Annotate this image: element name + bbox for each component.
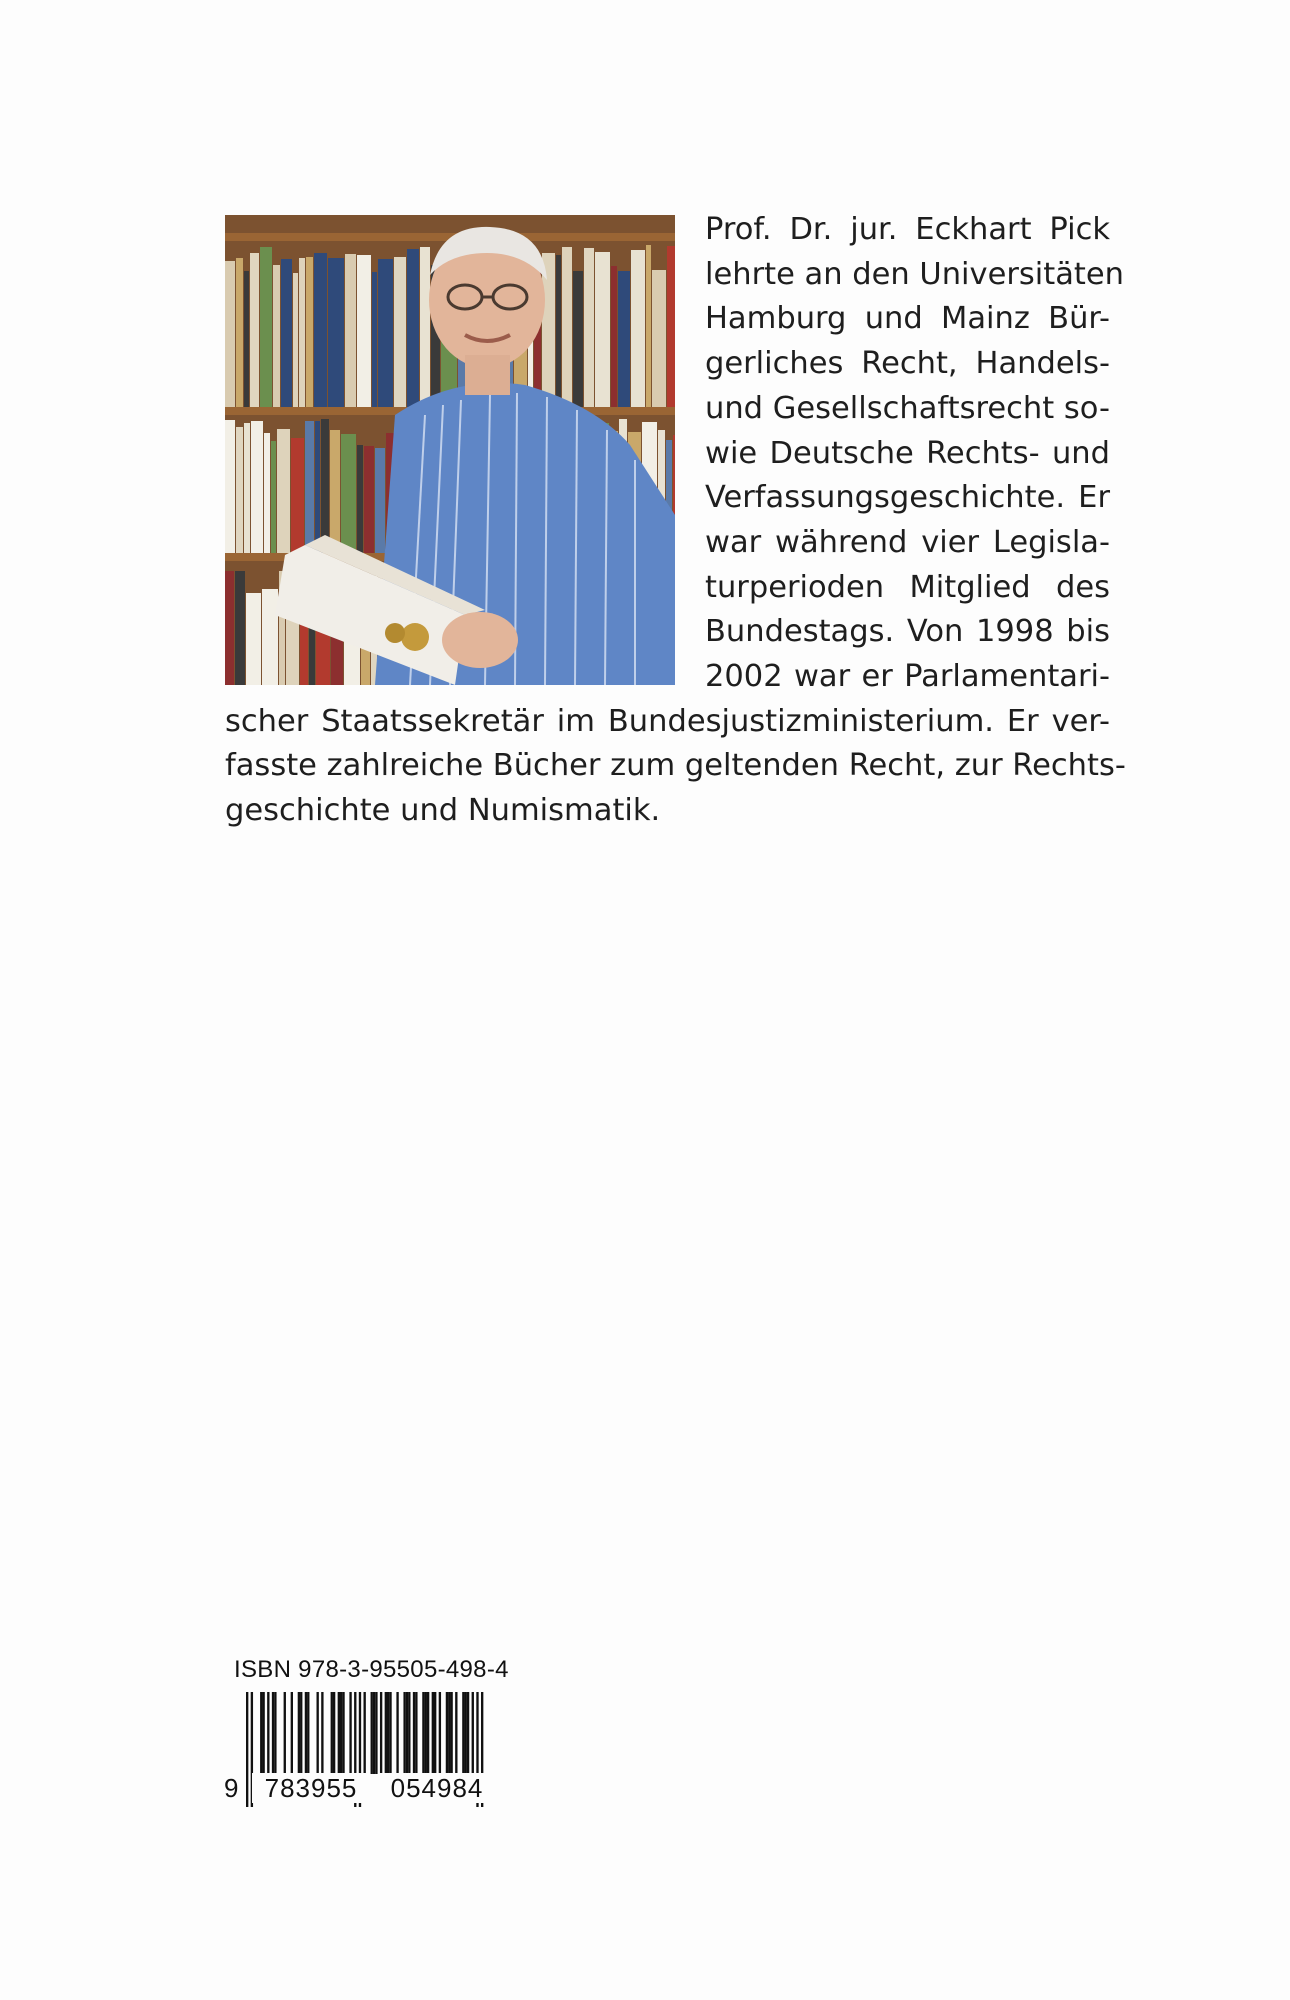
barcode-digits-right: 054984 xyxy=(378,1773,496,1803)
bio-line: fasste zahlreiche Bücher zum geltenden Recht, zur Rechts- xyxy=(225,748,1126,784)
author-biography xyxy=(225,208,1126,834)
barcode-digits-left: 783955 xyxy=(252,1773,370,1803)
barcode-bar xyxy=(472,1692,474,1774)
barcode-bar xyxy=(422,1692,424,1774)
barcode-bar xyxy=(389,1692,391,1774)
barcode-bar xyxy=(272,1692,274,1774)
bio-line: 2002 war er Parlamentari- xyxy=(705,659,1110,695)
barcode-bar xyxy=(415,1692,417,1774)
bio-line: scher Staatssekretär im Bundesjustizministerium. Er ver- xyxy=(225,703,1110,739)
barcode-bar xyxy=(298,1692,300,1774)
bio-line: war während vier Legisla- xyxy=(705,524,1110,560)
barcode-bar xyxy=(307,1692,309,1774)
barcode-bar xyxy=(300,1692,302,1774)
barcode-bar xyxy=(448,1692,450,1774)
barcode-bar xyxy=(267,1692,269,1774)
barcode-bar xyxy=(396,1692,398,1774)
barcode-bar xyxy=(317,1692,319,1774)
barcode-bar xyxy=(387,1692,389,1774)
barcode-bar xyxy=(446,1692,448,1774)
bio-line: Hamburg und Mainz Bür- xyxy=(705,301,1110,337)
barcode-bar xyxy=(455,1692,457,1774)
barcode-bar xyxy=(408,1692,410,1774)
barcode-bar xyxy=(467,1692,469,1774)
barcode-bar xyxy=(375,1692,377,1774)
barcode-bar xyxy=(380,1692,382,1774)
barcode-bar xyxy=(462,1692,464,1774)
bio-line: gerliches Recht, Handels- xyxy=(705,346,1110,382)
barcode-bar xyxy=(439,1692,441,1774)
barcode-bar xyxy=(413,1692,415,1774)
barcode-bar xyxy=(305,1692,307,1774)
isbn-label: ISBN 978-3-95505-498-4 xyxy=(234,1656,509,1683)
barcode-bar xyxy=(246,1692,248,1807)
barcode-bar xyxy=(349,1692,351,1774)
barcode-bar xyxy=(434,1692,436,1774)
barcode-bar xyxy=(450,1692,452,1774)
barcode-bar xyxy=(403,1692,405,1774)
bio-line: Verfassungsgeschichte. Er xyxy=(705,480,1110,516)
barcode-bar xyxy=(262,1692,264,1774)
barcode-bar xyxy=(284,1692,286,1774)
barcode-bar xyxy=(291,1692,293,1774)
barcode-bar xyxy=(364,1692,366,1774)
barcode-bar xyxy=(338,1692,340,1774)
barcode-bar xyxy=(331,1692,333,1774)
barcode-bar xyxy=(385,1692,387,1774)
barcode-bar xyxy=(427,1692,429,1774)
bio-line: Prof. Dr. jur. Eckhart Pick xyxy=(705,212,1110,247)
barcode-bar xyxy=(333,1692,335,1774)
barcode-bar xyxy=(274,1692,276,1774)
barcode-bar xyxy=(321,1692,323,1774)
barcode-bar xyxy=(342,1692,344,1774)
bio-line: wie Deutsche Rechts- und xyxy=(705,435,1110,471)
bio-line: und Gesellschaftsrecht so- xyxy=(705,390,1110,426)
bio-line: geschichte und Numismatik. xyxy=(225,793,661,829)
bio-line: Bundestags. Von 1998 bis xyxy=(705,614,1110,650)
barcode-bar xyxy=(371,1692,373,1774)
barcode-bar xyxy=(432,1692,434,1774)
barcode-digit-first: 9 xyxy=(224,1773,239,1803)
barcode-bar xyxy=(373,1692,375,1774)
barcode-bar xyxy=(425,1692,427,1774)
bio-line: lehrte an den Universitäten xyxy=(705,256,1124,292)
barcode-bar xyxy=(340,1692,342,1774)
bio-line: turperioden Mitglied des xyxy=(705,569,1110,605)
barcode-bar xyxy=(465,1692,467,1774)
barcode-bar xyxy=(260,1692,262,1774)
barcode-bar xyxy=(406,1692,408,1774)
